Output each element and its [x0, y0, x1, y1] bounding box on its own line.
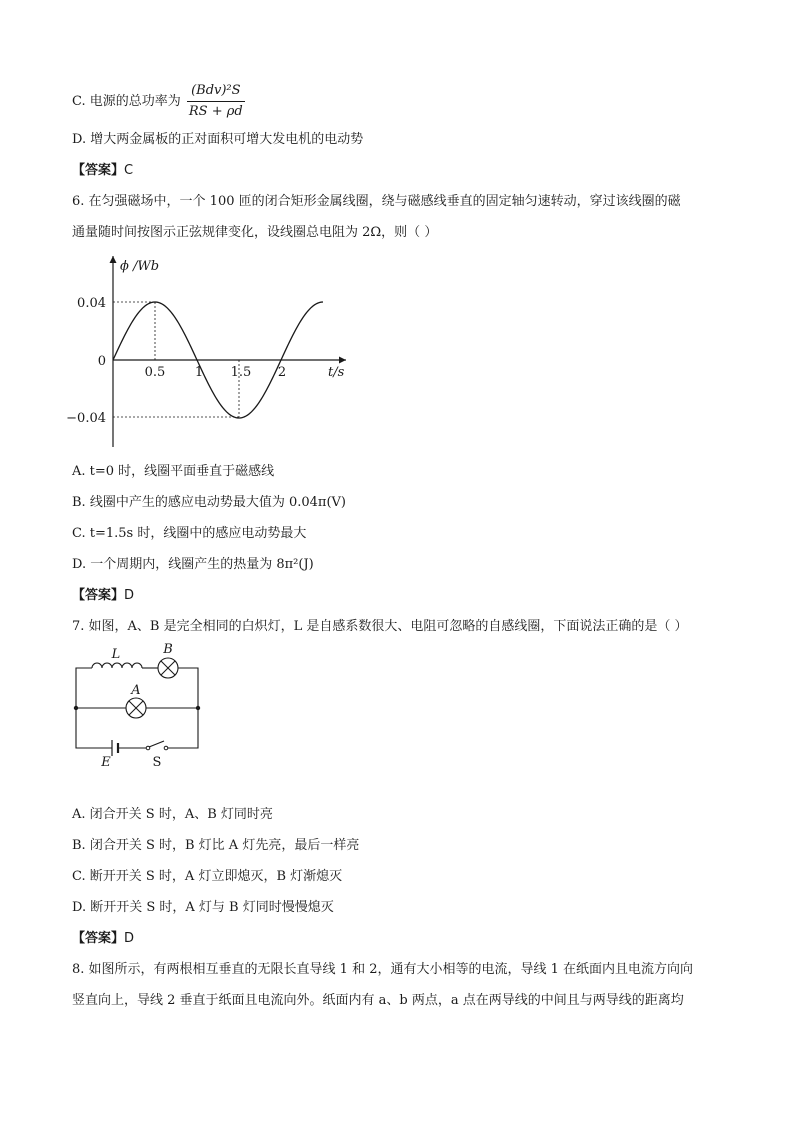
q7-answer-label: 【答案】 — [72, 931, 125, 946]
q7-wire-bottom-left — [76, 708, 112, 748]
q5-option-d: D. 增大两金属板的正对面积可增大发电机的电动势 — [72, 132, 364, 147]
q7-inductor-coil — [92, 663, 142, 668]
q7-label-a: A — [131, 683, 141, 698]
q6-graph-x-tick-0.5: 0.5 — [144, 365, 166, 380]
q7-option-c: C. 断开开关 S 时，A 灯立即熄灭，B 灯渐熄灭 — [72, 869, 343, 884]
q7-switch — [146, 741, 168, 750]
q7-label-e: E — [101, 755, 111, 770]
q6-option-c: C. t=1.5s 时，线圈中的感应电动势最大 — [72, 526, 307, 541]
q7-wire-top-right — [178, 668, 198, 708]
q7-stem: 7. 如图，A、B 是完全相同的白炽灯，L 是自感系数很大、电阻可忽略的自感线圈，下面说法正确的是（ ） — [72, 619, 688, 634]
q7-label-l: L — [111, 647, 121, 662]
q6-graph-x-tick-2: 2 — [277, 365, 287, 380]
q7-lamp-a — [126, 698, 146, 718]
q6-flux-graph — [66, 250, 366, 455]
q8-stem-line2: 竖直向上，导线 2 垂直于纸面且电流向外。纸面内有 a、b 两点，a 点在两导线的中间且与两导线的距离均 — [72, 993, 684, 1008]
q6-answer — [72, 587, 134, 605]
q7-answer — [72, 930, 134, 948]
q7-label-b: B — [163, 642, 173, 657]
q6-option-b: B. 线圈中产生的感应电动势最大值为 0.04π(V) — [72, 495, 346, 510]
q6-option-a: A. t=0 时，线圈平面垂直于磁感线 — [72, 464, 275, 479]
q6-graph-x-tick-1.5: 1.5 — [230, 365, 252, 380]
q7-wire-bottom-right — [168, 708, 198, 748]
q7-battery — [112, 740, 118, 756]
q7-option-d: D. 断开开关 S 时，A 灯与 B 灯同时慢慢熄灭 — [72, 900, 334, 915]
q7-option-b: B. 闭合开关 S 时，B 灯比 A 灯先亮，最后一样亮 — [72, 838, 360, 853]
q6-stem-line1: 6. 在匀强磁场中，一个 100 匝的闭合矩形金属线圈，绕与磁感线垂直的固定轴匀速转动，穿过该线圈的磁 — [72, 194, 681, 209]
q5-answer-label: 【答案】 — [72, 163, 125, 178]
q7-option-a: A. 闭合开关 S 时，A、B 灯同时亮 — [72, 807, 273, 822]
q5-option-c — [72, 82, 245, 121]
q6-graph-y-tick-pos: 0.04 — [77, 296, 106, 311]
q5-answer — [72, 162, 133, 180]
q5-formula-numerator: (Bdv)²S — [187, 82, 245, 102]
q6-graph-x-label: t/s — [328, 365, 345, 380]
q6-graph-y-tick-zero: 0 — [97, 354, 106, 369]
q7-lamp-b — [158, 658, 178, 678]
q6-answer-label: 【答案】 — [72, 588, 125, 603]
q6-option-d: D. 一个周期内，线圈产生的热量为 8π²(J) — [72, 557, 314, 572]
q6-graph-y-tick-neg: −0.04 — [66, 411, 106, 426]
q6-graph-x-tick-1: 1 — [194, 365, 204, 380]
q7-circuit-diagram — [66, 642, 216, 772]
q6-answer-value: D — [124, 588, 135, 603]
q7-label-s: S — [152, 755, 162, 770]
q6-stem-line2: 通量随时间按图示正弦规律变化，设线圈总电阻为 2Ω，则（ ） — [72, 225, 438, 240]
q5-answer-value: C — [124, 163, 134, 178]
q5-formula-denominator: RS + ρd — [188, 104, 243, 119]
q8-stem-line1: 8. 如图所示，有两根相互垂直的无限长直导线 1 和 2，通有大小相等的电流，导线 1 在纸面内且电流方向向 — [72, 962, 694, 977]
q5-power-formula — [187, 82, 245, 121]
q7-answer-value: D — [124, 931, 135, 946]
q5-option-c-text: C. 电源的总功率为 — [72, 94, 181, 109]
q6-graph-y-label: ϕ /Wb — [120, 259, 160, 274]
q7-wire-top-left — [76, 668, 92, 708]
